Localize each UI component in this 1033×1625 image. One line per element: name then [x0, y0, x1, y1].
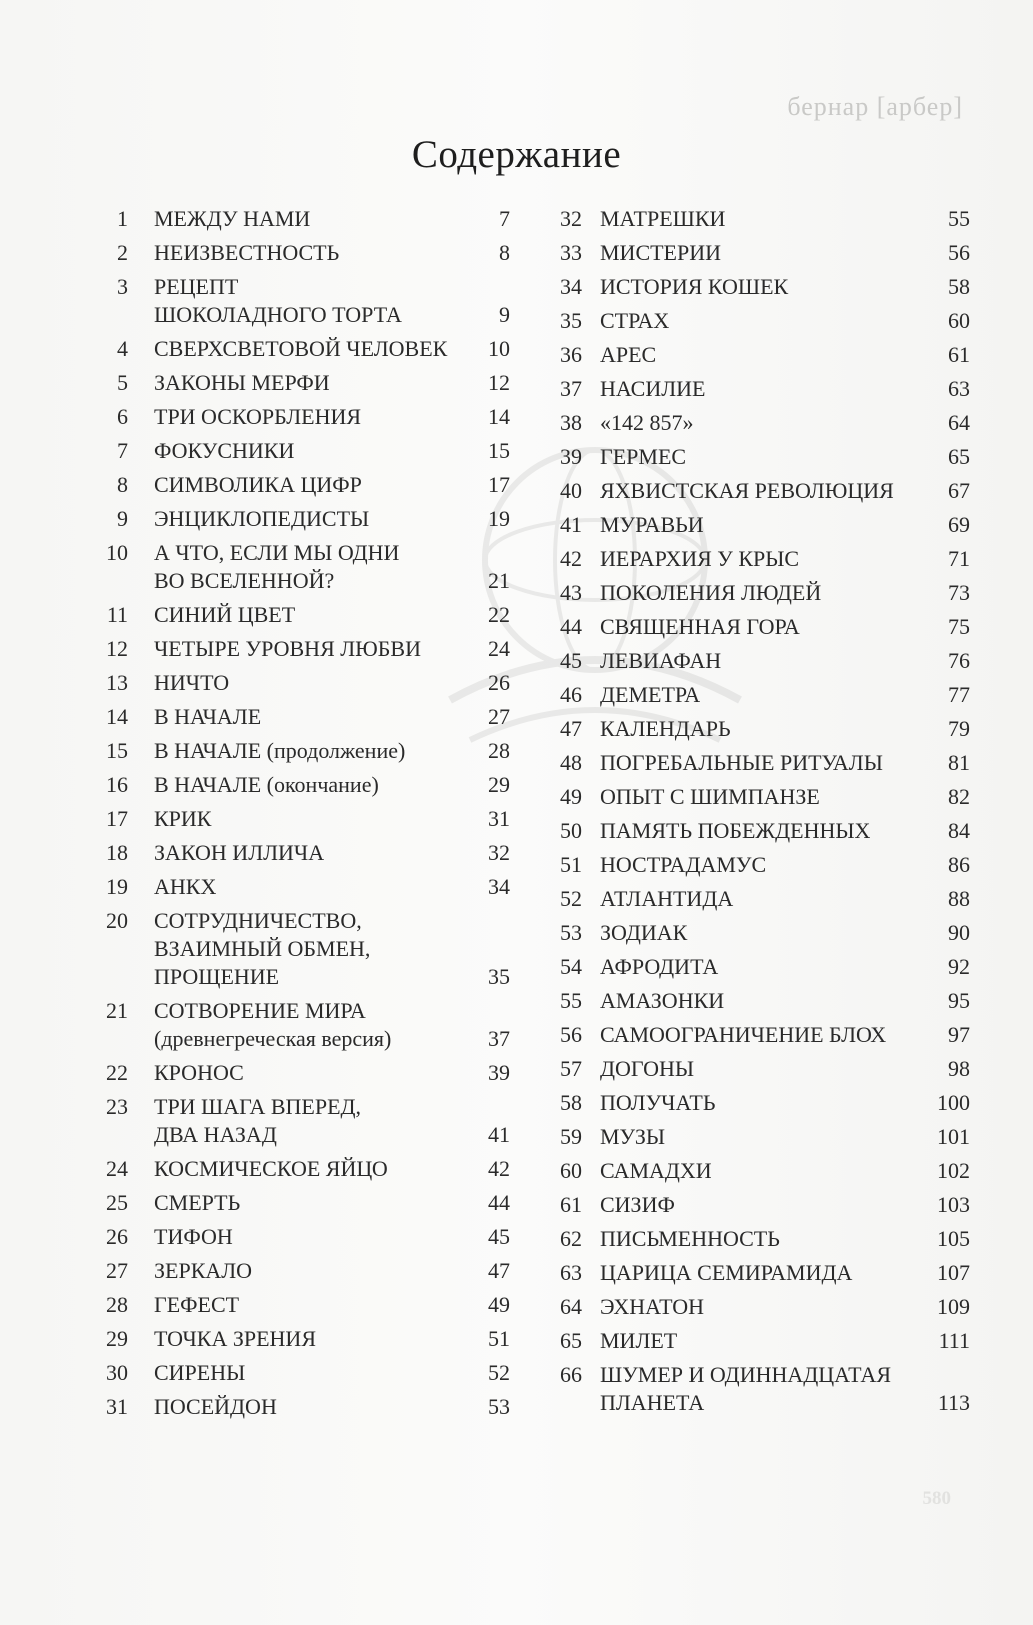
chapter-page: 63: [948, 376, 970, 401]
chapter-title: САМАДХИ: [600, 1158, 712, 1183]
chapter-number: 39: [560, 444, 582, 469]
chapter-title: АТЛАНТИДА: [600, 886, 734, 911]
chapter-number: 3: [117, 274, 128, 299]
chapter-number: 6: [117, 404, 128, 429]
toc-entry: [538, 1293, 978, 1321]
chapter-page: 42: [488, 1156, 510, 1181]
toc-entry: [92, 239, 532, 267]
chapter-page: 56: [948, 240, 970, 265]
chapter-title: МЕЖДУ НАМИ: [154, 206, 311, 231]
chapter-number: 49: [560, 784, 582, 809]
chapter-page: 14: [488, 404, 510, 429]
chapter-title: СОТВОРЕНИЕ МИРА (древнегреческая версия): [154, 998, 392, 1051]
chapter-title: СВЯЩЕННАЯ ГОРА: [600, 614, 800, 639]
chapter-page: 101: [937, 1124, 970, 1149]
toc-entry: [538, 341, 978, 369]
chapter-title: ТИФОН: [154, 1224, 233, 1249]
chapter-title: ЭХНАТОН: [600, 1294, 705, 1319]
chapter-number: 34: [560, 274, 582, 299]
toc-entry: [92, 205, 532, 233]
chapter-title: СОТРУДНИЧЕСТВО, ВЗАИМНЫЙ ОБМЕН, ПРОЩЕНИЕ: [154, 908, 371, 989]
chapter-title: ЭНЦИКЛОПЕДИСТЫ: [154, 506, 370, 531]
chapter-page: 81: [948, 750, 970, 775]
chapter-number: 42: [560, 546, 582, 571]
chapter-title: ЛЕВИАФАН: [600, 648, 722, 673]
chapter-number: 29: [106, 1326, 128, 1351]
chapter-title: РЕЦЕПТ ШОКОЛАДНОГО ТОРТА: [154, 274, 402, 327]
chapter-title: СИРЕНЫ: [154, 1360, 246, 1385]
toc-entry: [538, 1225, 978, 1253]
chapter-title: ЗЕРКАЛО: [154, 1258, 253, 1283]
chapter-number: 9: [117, 506, 128, 531]
chapter-page: 67: [948, 478, 970, 503]
toc-column-left: [92, 205, 532, 1427]
chapter-number: 19: [106, 874, 128, 899]
chapter-title: ЧЕТЫРЕ УРОВНЯ ЛЮБВИ: [154, 636, 421, 661]
chapter-title: ЗАКОНЫ МЕРФИ: [154, 370, 330, 395]
chapter-title: ИЕРАРХИЯ У КРЫС: [600, 546, 800, 571]
chapter-page: 90: [948, 920, 970, 945]
chapter-page: 7: [499, 206, 510, 231]
chapter-page: 24: [488, 636, 510, 661]
toc-entry: [92, 1189, 532, 1217]
chapter-number: 21: [106, 998, 128, 1023]
chapter-number: 43: [560, 580, 582, 605]
toc-entry: [538, 715, 978, 743]
chapter-title: ЯХВИСТСКАЯ РЕВОЛЮЦИЯ: [600, 478, 894, 503]
chapter-title: АМАЗОНКИ: [600, 988, 725, 1013]
toc-entry: [92, 335, 532, 363]
chapter-page: 49: [488, 1292, 510, 1317]
chapter-number: 37: [560, 376, 582, 401]
chapter-title: А ЧТО, ЕСЛИ МЫ ОДНИ ВО ВСЕЛЕННОЙ?: [154, 540, 400, 593]
chapter-number: 12: [106, 636, 128, 661]
chapter-page: 88: [948, 886, 970, 911]
toc-entry: [538, 919, 978, 947]
chapter-number: 4: [117, 336, 128, 361]
chapter-number: 10: [106, 540, 128, 565]
chapter-number: 66: [560, 1362, 582, 1387]
chapter-number: 59: [560, 1124, 582, 1149]
chapter-title: МИЛЕТ: [600, 1328, 678, 1353]
chapter-title: В НАЧАЛЕ (окончание): [154, 772, 379, 797]
toc-entry: [538, 681, 978, 709]
chapter-page: 29: [488, 772, 510, 797]
chapter-number: 31: [106, 1394, 128, 1419]
toc-entry: [92, 669, 532, 697]
chapter-title: ЦАРИЦА СЕМИРАМИДА: [600, 1260, 853, 1285]
toc-entry: [538, 545, 978, 573]
chapter-number: 64: [560, 1294, 582, 1319]
toc-entry: [538, 987, 978, 1015]
chapter-number: 46: [560, 682, 582, 707]
chapter-number: 35: [560, 308, 582, 333]
chapter-page: 37: [488, 1026, 510, 1051]
chapter-page: 71: [948, 546, 970, 571]
toc-entry: [92, 1291, 532, 1319]
toc-entry: [92, 997, 532, 1053]
chapter-page: 55: [948, 206, 970, 231]
chapter-page: 58: [948, 274, 970, 299]
chapter-page: 34: [488, 874, 510, 899]
chapter-page: 109: [937, 1294, 970, 1319]
toc-entry: [92, 703, 532, 731]
toc-entry: [92, 839, 532, 867]
page-title: Содержание: [411, 133, 622, 176]
chapter-title: ПОГРЕБАЛЬНЫЕ РИТУАЛЫ: [600, 750, 883, 775]
chapter-page: 95: [948, 988, 970, 1013]
chapter-title: СТРАХ: [600, 308, 670, 333]
chapter-title: ШУМЕР И ОДИННАДЦАТАЯ ПЛАНЕТА: [600, 1362, 891, 1415]
chapter-page: 107: [937, 1260, 970, 1285]
toc-entry: [538, 749, 978, 777]
toc-entry: [538, 273, 978, 301]
chapter-page: 86: [948, 852, 970, 877]
chapter-number: 55: [560, 988, 582, 1013]
chapter-page: 17: [488, 472, 510, 497]
chapter-number: 62: [560, 1226, 582, 1251]
chapter-page: 12: [488, 370, 510, 395]
page-number: 580: [922, 1488, 951, 1509]
running-head: бернар [арбер]: [787, 92, 963, 121]
chapter-page: 103: [937, 1192, 970, 1217]
chapter-number: 11: [106, 602, 128, 627]
chapter-title: В НАЧАЛЕ: [154, 704, 262, 729]
chapter-number: 52: [560, 886, 582, 911]
chapter-number: 54: [560, 954, 582, 979]
chapter-title: МИСТЕРИИ: [600, 240, 722, 265]
chapter-number: 60: [560, 1158, 582, 1183]
chapter-page: 84: [948, 818, 970, 843]
chapter-page: 100: [937, 1090, 970, 1115]
chapter-page: 10: [488, 336, 510, 361]
chapter-number: 40: [560, 478, 582, 503]
chapter-title: АРЕС: [600, 342, 657, 367]
toc-entry: [92, 1223, 532, 1251]
toc-entry: [538, 409, 978, 437]
chapter-number: 18: [106, 840, 128, 865]
chapter-page: 35: [488, 964, 510, 989]
chapter-title: СВЕРХСВЕТОВОЙ ЧЕЛОВЕК: [154, 336, 448, 361]
chapter-title: ПОСЕЙДОН: [154, 1394, 277, 1419]
chapter-title: МУЗЫ: [600, 1124, 666, 1149]
chapter-title: ТРИ ШАГА ВПЕРЕД, ДВА НАЗАД: [154, 1094, 362, 1147]
chapter-page: 69: [948, 512, 970, 537]
toc-entry: [92, 1359, 532, 1387]
chapter-number: 33: [560, 240, 582, 265]
chapter-page: 105: [937, 1226, 970, 1251]
toc-entry: [92, 1093, 532, 1149]
chapter-page: 21: [488, 568, 510, 593]
chapter-number: 41: [560, 512, 582, 537]
chapter-number: 22: [106, 1060, 128, 1085]
chapter-number: 13: [106, 670, 128, 695]
chapter-page: 98: [948, 1056, 970, 1081]
chapter-page: 64: [948, 410, 970, 435]
toc-entry: [92, 1155, 532, 1183]
toc-entry: [538, 647, 978, 675]
chapter-title: ПОЛУЧАТЬ: [600, 1090, 716, 1115]
chapter-title: ФОКУСНИКИ: [154, 438, 295, 463]
toc-column-right: [538, 205, 978, 1423]
toc-entry: [92, 471, 532, 499]
chapter-number: 61: [560, 1192, 582, 1217]
chapter-page: 113: [937, 1390, 970, 1415]
chapter-page: 102: [937, 1158, 970, 1183]
toc-entry: [92, 539, 532, 595]
chapter-title: НИЧТО: [154, 670, 230, 695]
chapter-page: 76: [948, 648, 970, 673]
chapter-number: 20: [106, 908, 128, 933]
toc-entry: [538, 375, 978, 403]
chapter-page: 45: [488, 1224, 510, 1249]
chapter-title: ТРИ ОСКОРБЛЕНИЯ: [154, 404, 362, 429]
chapter-page: 22: [488, 602, 510, 627]
chapter-title: ДЕМЕТРА: [600, 682, 701, 707]
chapter-page: 28: [488, 738, 510, 763]
chapter-page: 9: [499, 302, 510, 327]
toc-entry: [538, 239, 978, 267]
chapter-title: ГЕФЕСТ: [154, 1292, 240, 1317]
chapter-number: 50: [560, 818, 582, 843]
chapter-number: 24: [106, 1156, 128, 1181]
toc-entry: [538, 1259, 978, 1287]
toc-entry: [538, 443, 978, 471]
chapter-title: АНКХ: [154, 874, 217, 899]
toc-entry: [538, 1327, 978, 1355]
chapter-number: 38: [560, 410, 582, 435]
chapter-number: 1: [117, 206, 128, 231]
toc-entry: [92, 907, 532, 991]
chapter-number: 36: [560, 342, 582, 367]
chapter-title: В НАЧАЛЕ (продолжение): [154, 738, 406, 763]
chapter-page: 52: [488, 1360, 510, 1385]
toc-entry: [92, 771, 532, 799]
chapter-page: 82: [948, 784, 970, 809]
chapter-page: 60: [948, 308, 970, 333]
chapter-number: 17: [106, 806, 128, 831]
toc-entry: [538, 1191, 978, 1219]
toc-entry: [92, 437, 532, 465]
chapter-title: ГЕРМЕС: [600, 444, 687, 469]
toc-entry: [538, 307, 978, 335]
chapter-title: ПАМЯТЬ ПОБЕЖДЕННЫХ: [600, 818, 871, 843]
chapter-number: 5: [117, 370, 128, 395]
chapter-title: СИМВОЛИКА ЦИФР: [154, 472, 362, 497]
toc-entry: [538, 579, 978, 607]
toc-entry: [92, 601, 532, 629]
chapter-number: 28: [106, 1292, 128, 1317]
toc-entry: [538, 613, 978, 641]
chapter-number: 25: [106, 1190, 128, 1215]
chapter-title: «142 857»: [600, 410, 694, 435]
chapter-page: 26: [488, 670, 510, 695]
toc-entry: [538, 817, 978, 845]
chapter-page: 79: [948, 716, 970, 741]
toc-entry: [92, 505, 532, 533]
chapter-title: КАЛЕНДАРЬ: [600, 716, 731, 741]
chapter-number: 15: [106, 738, 128, 763]
chapter-page: 44: [488, 1190, 510, 1215]
toc-entry: [538, 1089, 978, 1117]
toc-entry: [538, 885, 978, 913]
chapter-title: НАСИЛИЕ: [600, 376, 706, 401]
chapter-title: ИСТОРИЯ КОШЕК: [600, 274, 789, 299]
chapter-title: ДОГОНЫ: [600, 1056, 695, 1081]
chapter-number: 47: [560, 716, 582, 741]
chapter-title: НОСТРАДАМУС: [600, 852, 767, 877]
toc-entry: [92, 403, 532, 431]
toc-entry: [538, 1055, 978, 1083]
chapter-title: КРИК: [154, 806, 212, 831]
chapter-number: 53: [560, 920, 582, 945]
chapter-page: 61: [948, 342, 970, 367]
toc-entry: [538, 205, 978, 233]
toc-entry: [538, 851, 978, 879]
chapter-number: 65: [560, 1328, 582, 1353]
chapter-number: 56: [560, 1022, 582, 1047]
chapter-number: 30: [106, 1360, 128, 1385]
chapter-number: 14: [106, 704, 128, 729]
chapter-page: 32: [488, 840, 510, 865]
chapter-number: 45: [560, 648, 582, 673]
chapter-title: ЗОДИАК: [600, 920, 688, 945]
chapter-title: ПИСЬМЕННОСТЬ: [600, 1226, 780, 1251]
chapter-number: 16: [106, 772, 128, 797]
chapter-title: МУРАВЬИ: [600, 512, 704, 537]
toc-entry: [538, 1361, 978, 1417]
toc-entry: [538, 783, 978, 811]
chapter-title: КРОНОС: [154, 1060, 244, 1085]
chapter-number: 2: [117, 240, 128, 265]
chapter-page: 92: [948, 954, 970, 979]
chapter-page: 8: [499, 240, 510, 265]
toc-entry: [92, 635, 532, 663]
toc-entry: [92, 1393, 532, 1421]
chapter-number: 8: [117, 472, 128, 497]
chapter-page: 41: [488, 1122, 510, 1147]
chapter-page: 51: [488, 1326, 510, 1351]
chapter-title: СИЗИФ: [600, 1192, 675, 1217]
chapter-page: 47: [488, 1258, 510, 1283]
chapter-title: МАТРЕШКИ: [600, 206, 726, 231]
toc-entry: [92, 273, 532, 329]
chapter-number: 32: [560, 206, 582, 231]
toc-entry: [92, 805, 532, 833]
chapter-page: 77: [948, 682, 970, 707]
chapter-number: 63: [560, 1260, 582, 1285]
chapter-page: 39: [488, 1060, 510, 1085]
chapter-number: 51: [560, 852, 582, 877]
chapter-number: 44: [560, 614, 582, 639]
chapter-title: ПОКОЛЕНИЯ ЛЮДЕЙ: [600, 580, 822, 605]
chapter-number: 7: [117, 438, 128, 463]
chapter-page: 75: [948, 614, 970, 639]
toc-entry: [538, 953, 978, 981]
chapter-title: ТОЧКА ЗРЕНИЯ: [154, 1326, 316, 1351]
toc-entry: [92, 1325, 532, 1353]
chapter-page: 31: [488, 806, 510, 831]
chapter-number: 26: [106, 1224, 128, 1249]
chapter-title: АФРОДИТА: [600, 954, 719, 979]
chapter-page: 111: [938, 1328, 970, 1353]
toc-entry: [92, 873, 532, 901]
chapter-title: САМООГРАНИЧЕНИЕ БЛОХ: [600, 1022, 887, 1047]
chapter-title: СМЕРТЬ: [154, 1190, 241, 1215]
chapter-title: НЕИЗВЕСТНОСТЬ: [154, 240, 340, 265]
chapter-page: 19: [488, 506, 510, 531]
toc-entry: [538, 1123, 978, 1151]
chapter-number: 58: [560, 1090, 582, 1115]
toc-entry: [92, 1257, 532, 1285]
chapter-number: 27: [106, 1258, 128, 1283]
chapter-number: 23: [106, 1094, 128, 1119]
chapter-title: ЗАКОН ИЛЛИЧА: [154, 840, 325, 865]
chapter-page: 73: [948, 580, 970, 605]
chapter-page: 53: [488, 1394, 510, 1419]
toc-entry: [538, 477, 978, 505]
chapter-title: СИНИЙ ЦВЕТ: [154, 602, 296, 627]
chapter-number: 57: [560, 1056, 582, 1081]
toc-entry: [538, 511, 978, 539]
chapter-page: 27: [488, 704, 510, 729]
chapter-title: ОПЫТ С ШИМПАНЗЕ: [600, 784, 820, 809]
toc-entry: [538, 1157, 978, 1185]
chapter-page: 15: [488, 438, 510, 463]
chapter-page: 65: [948, 444, 970, 469]
toc-entry: [538, 1021, 978, 1049]
toc-entry: [92, 369, 532, 397]
chapter-page: 97: [948, 1022, 970, 1047]
toc-entry: [92, 1059, 532, 1087]
chapter-title: КОСМИЧЕСКОЕ ЯЙЦО: [154, 1156, 388, 1181]
chapter-number: 48: [560, 750, 582, 775]
toc-entry: [92, 737, 532, 765]
